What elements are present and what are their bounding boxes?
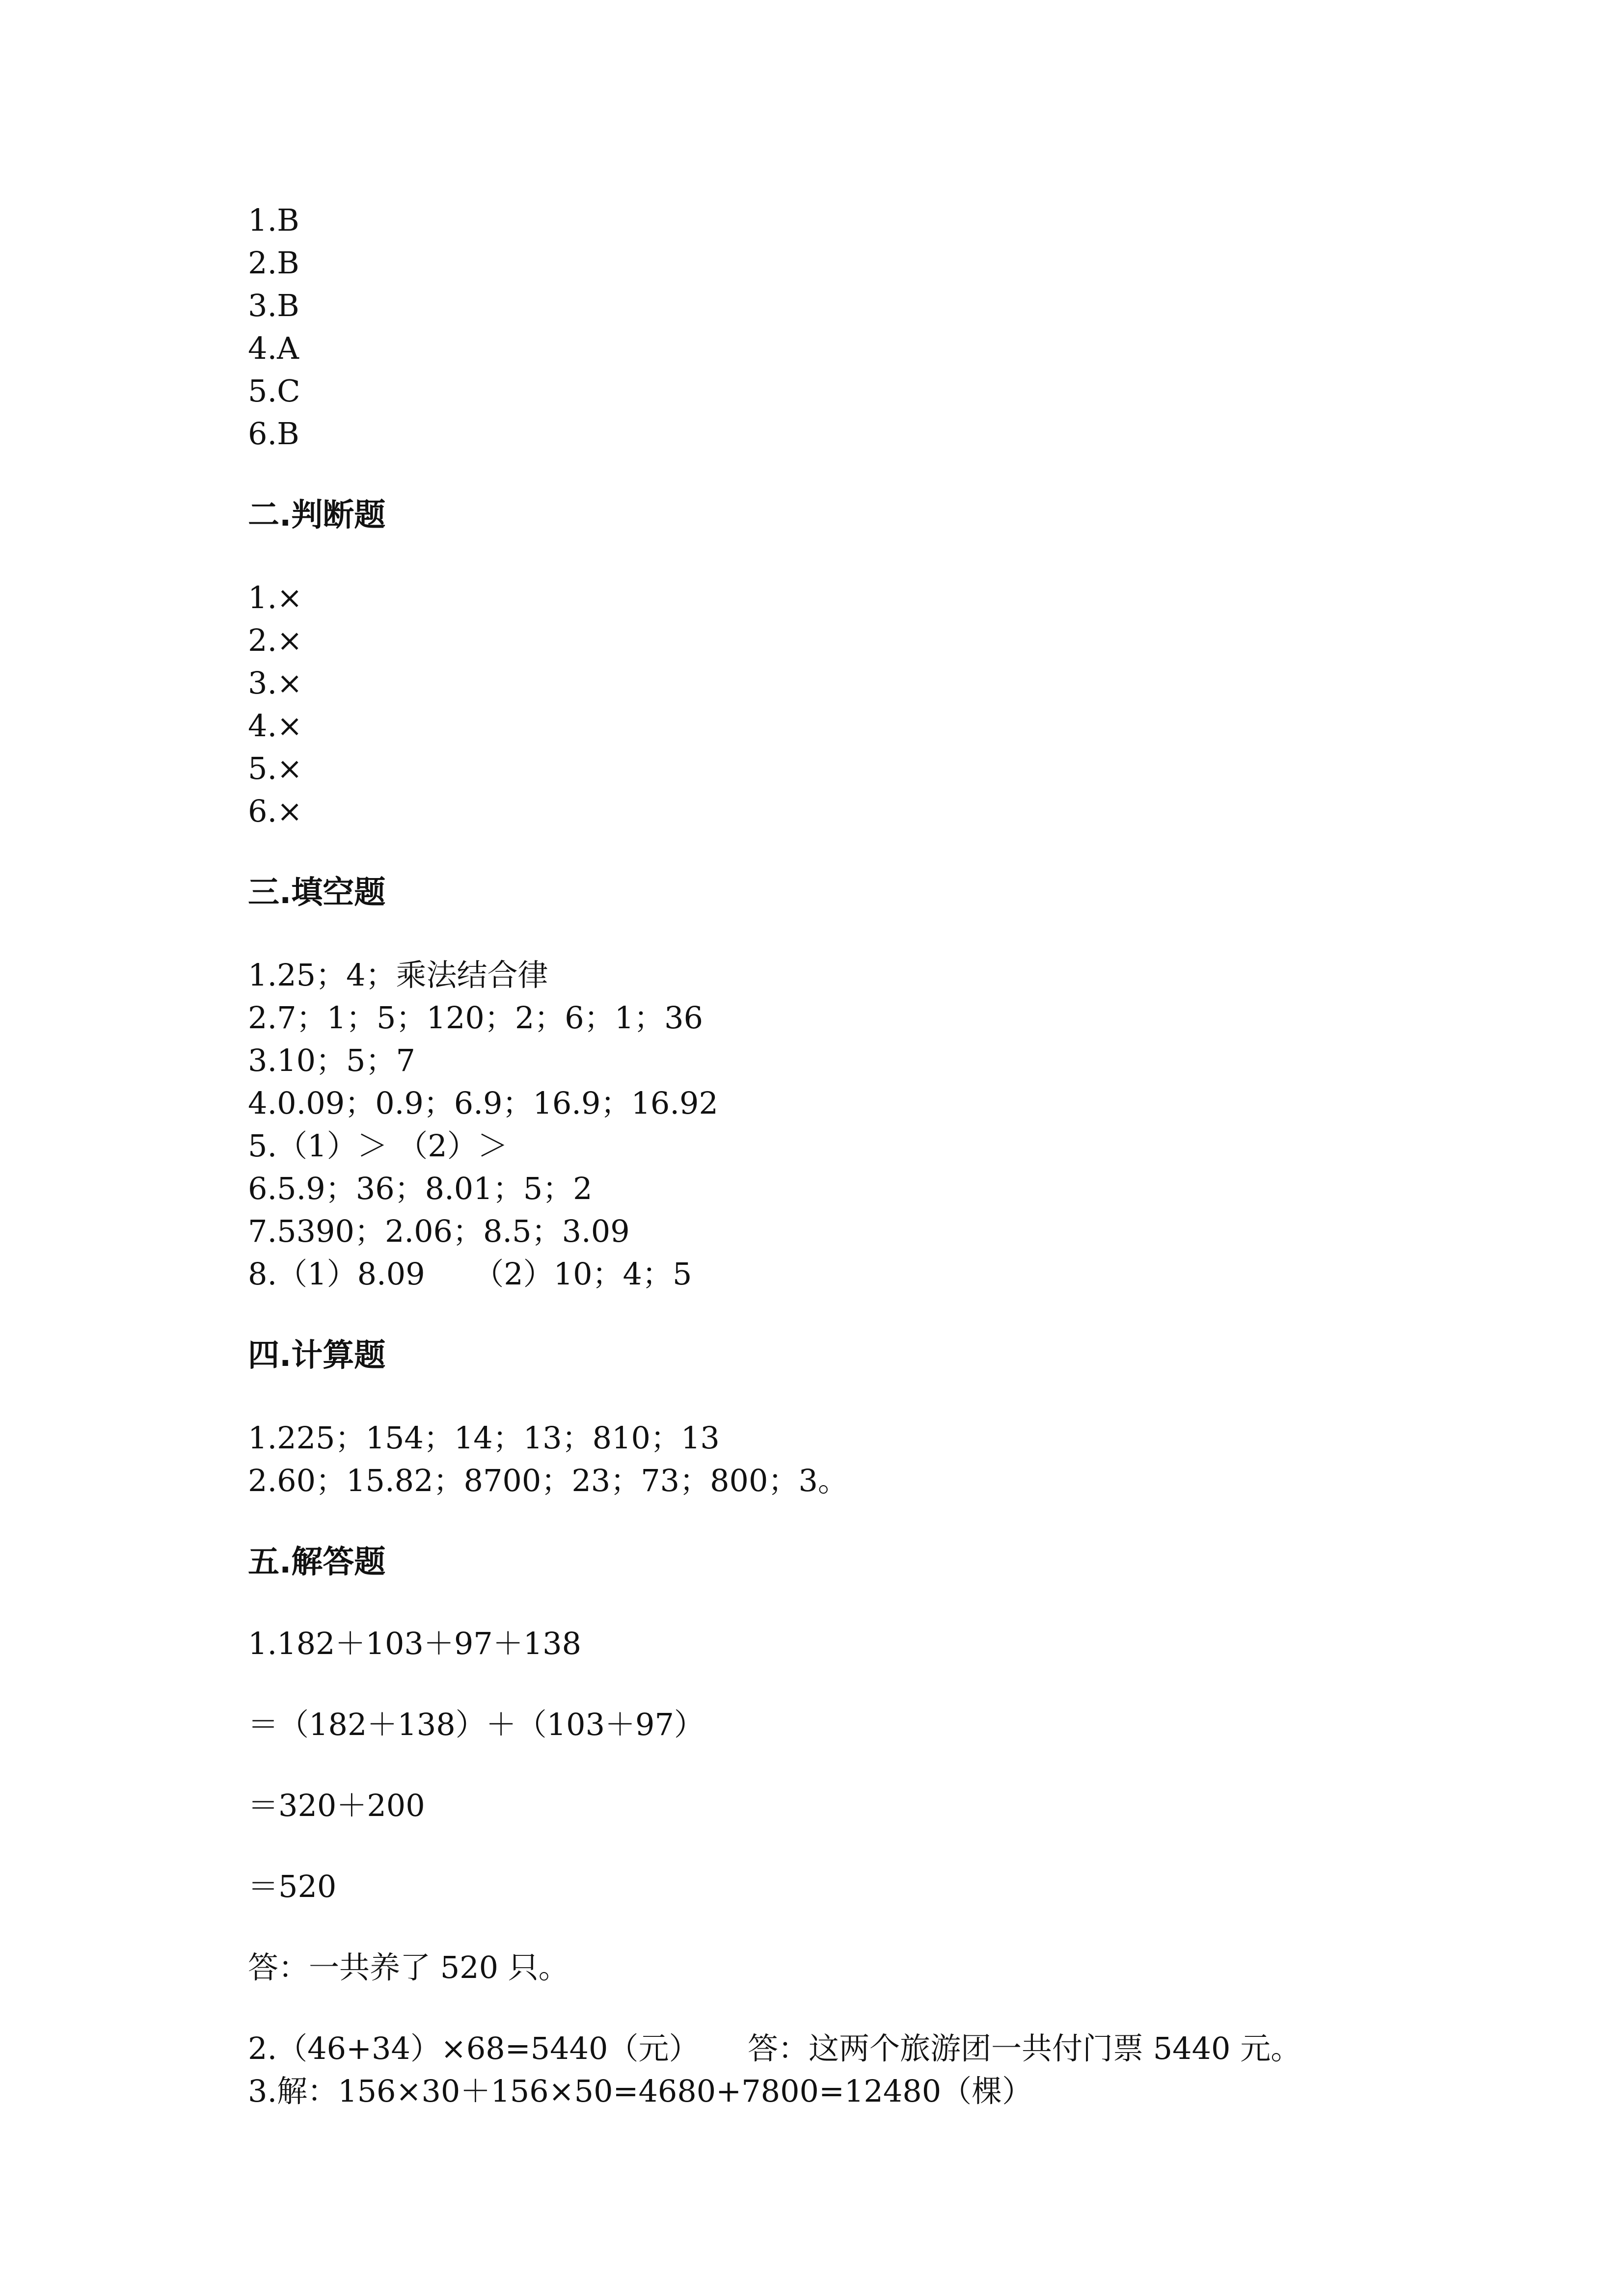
answer-line: 8.（1）8.09 （2）10；4；5	[248, 1256, 692, 1292]
answer-line: 6.×	[248, 793, 303, 829]
answer-line: 2.×	[248, 622, 303, 658]
answer-key	[248, 199, 1377, 2112]
answer-line: 5.（1）＞ （2）＞	[248, 1128, 508, 1164]
answer-line: 2.B	[248, 245, 299, 281]
calculation-answers	[248, 1416, 1377, 1502]
answer-line: 2.7；1；5；120；2；6；1；36	[248, 1000, 704, 1036]
solution-step: ＝320＋200	[248, 1788, 425, 1823]
judgment-answers	[248, 576, 1377, 832]
solution-answer: 答：一共养了 520 只。	[248, 1949, 569, 1985]
answer-line: 5.×	[248, 750, 303, 786]
solution-step: ＝（182＋138）＋（103＋97）	[248, 1707, 704, 1742]
answer-line: 1.25；4；乘法结合律	[248, 957, 548, 993]
answer-line: 1.×	[248, 580, 303, 615]
solution-step: 1.182＋103＋97＋138	[248, 1626, 582, 1661]
solution-line-q2: 2.（46+34）×68=5440（元） 答：这两个旅游团一共付门票 5440 元。	[248, 2030, 1301, 2066]
answer-line: 5.C	[248, 373, 300, 409]
section-heading-calculation: 四.计算题	[248, 1337, 386, 1374]
solution-line-q3: 3.解：156×30＋156×50=4680+7800=12480（棵）	[248, 2073, 1033, 2109]
answer-line: 3.×	[248, 665, 303, 701]
answer-line: 3.10；5；7	[248, 1042, 415, 1078]
answer-line: 6.5.9；36；8.01；5；2	[248, 1171, 593, 1206]
answer-line: 1.225；154；14；13；810；13	[248, 1420, 720, 1456]
section-heading-word-problems: 五.解答题	[248, 1544, 386, 1580]
answer-line: 2.60；15.82；8700；23；73；800；3。	[248, 1463, 848, 1498]
word-problem-answers	[248, 1622, 1377, 2112]
choice-answers	[248, 199, 1377, 455]
answer-line: 1.B	[248, 202, 299, 238]
section-heading-judgment: 二.判断题	[248, 497, 386, 534]
answer-line: 4.A	[248, 330, 299, 366]
solution-step: ＝520	[248, 1869, 337, 1904]
section-heading-fill-blank: 三.填空题	[248, 875, 386, 911]
answer-line: 4.×	[248, 708, 303, 744]
answer-line: 6.B	[248, 416, 299, 452]
answer-line: 7.5390；2.06；8.5；3.09	[248, 1213, 630, 1249]
answer-line: 3.B	[248, 288, 299, 323]
answer-line: 4.0.09；0.9；6.9；16.9；16.92	[248, 1085, 718, 1121]
fill-blank-answers	[248, 954, 1377, 1295]
